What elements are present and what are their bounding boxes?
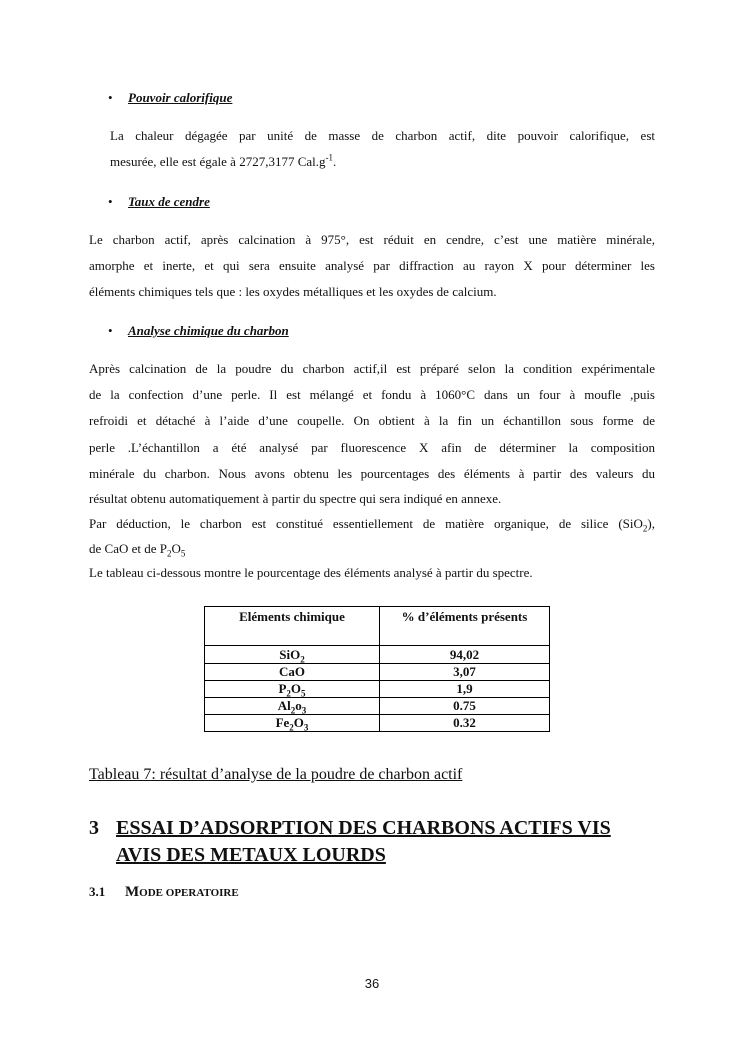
value-cell: 0.75	[380, 698, 550, 715]
element-cell: SiO$_2$	[205, 646, 380, 664]
element-cell: $P_2O_5$	[205, 681, 380, 698]
section-number: 3	[89, 817, 99, 839]
bullet-title: Analyse chimique du charbon	[128, 323, 289, 338]
column-header-percentage: % d’éléments présents	[380, 607, 550, 646]
element-cell: CaO	[205, 664, 380, 681]
table-caption: Tableau 7: résultat d’analyse de la poudre de charbon actif	[89, 766, 463, 783]
paragraph-analyse-chimique	[89, 356, 655, 585]
text-line: résultat obtenu automatiquement à partir du spectre qui sera indiqué en annexe.	[89, 491, 502, 507]
table-row	[205, 664, 550, 681]
value-cell: 94,02	[380, 646, 550, 664]
element-cell: $Fe_2O_3$	[205, 715, 380, 732]
table-header-row	[205, 607, 550, 646]
text-line: La chaleur dégagée par unité de masse de charbon actif, dite pouvoir calorifique, est	[110, 128, 655, 143]
text-line: de CaO et de $P_2O_5$	[89, 541, 186, 559]
text-line: Le tableau ci-dessous montre le pourcentage des éléments analysé à partir du spectre.	[89, 565, 533, 581]
composition-table	[204, 606, 550, 732]
table-row	[205, 681, 550, 698]
text-line: mesurée, elle est égale à 2727,3177 $Cal.g^{-1}$.	[110, 152, 337, 170]
table-row	[205, 646, 550, 664]
text-line: Par déduction, le charbon est constitué essentiellement de matière organique, de silice (SiO$_2$),	[89, 516, 655, 534]
text-line: Le charbon actif, après calcination à 975°, est réduit en cendre, c’est une matière minérale,	[89, 232, 655, 247]
element-cell: $Al_2o_3$	[205, 698, 380, 715]
subsection-number: 3.1	[89, 884, 106, 899]
subsection-title: MODE OPERATOIRE	[125, 884, 239, 900]
page-number: 36	[364, 976, 380, 991]
paragraph-pouvoir-calorifique	[110, 123, 655, 175]
table-row	[205, 698, 550, 715]
bullet-title: Taux de cendre	[128, 194, 210, 209]
section-title-line-1: ESSAI D’ADSORPTION DES CHARBONS ACTIFS VIS	[116, 817, 611, 839]
column-header-element: Eléments chimique	[205, 607, 380, 646]
bullet-icon: •	[108, 90, 113, 105]
value-cell: 0.32	[380, 715, 550, 732]
value-cell: 1,9	[380, 681, 550, 698]
text-line: de la confection d’une perle. Il est mélangé et fondu à 1060°C dans un four à moufle ,puis	[89, 387, 655, 403]
table-row	[205, 715, 550, 732]
bullet-icon: •	[108, 323, 113, 338]
bullet-analyse-chimique	[108, 323, 289, 339]
text-line: amorphe et inerte, et qui sera ensuite analysé par diffraction au rayon X pour déterminer les	[89, 258, 655, 274]
value-cell: 3,07	[380, 664, 550, 681]
text-line: perle .L’échantillon a été analysé par fluorescence X afin de déterminer la composition	[89, 439, 655, 455]
bullet-title: Pouvoir calorifique	[128, 90, 233, 105]
text-line: refroidi et détaché à l’aide d’une coupelle. On obtient à la fin un échantillon sous forme de	[89, 413, 655, 429]
bullet-taux-de-cendre	[108, 194, 210, 210]
text-line: minérale du charbon. Nous avons obtenu les pourcentages des éléments à partir des valeurs du	[89, 465, 655, 481]
paragraph-taux-de-cendre	[89, 227, 655, 306]
text-line: éléments chimiques tels que : les oxydes métalliques et les oxydes de calcium.	[89, 284, 497, 300]
bullet-pouvoir-calorifique	[108, 90, 232, 106]
bullet-icon: •	[108, 194, 113, 209]
text-line: Après calcination de la poudre du charbon actif,il est préparé selon la condition expérimentale	[89, 361, 655, 376]
section-title-line-2: AVIS DES METAUX LOURDS	[116, 844, 386, 866]
